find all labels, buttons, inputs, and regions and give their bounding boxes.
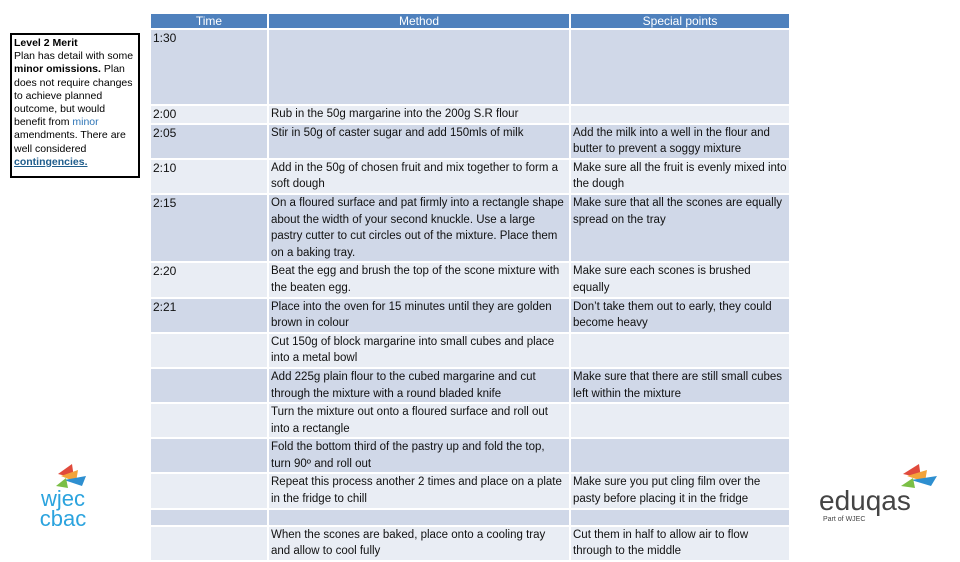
method-cell: Fold the bottom third of the pastry up and fold the top, turn 90º and roll out <box>269 439 569 472</box>
table-row <box>151 474 789 507</box>
note-minor: minor <box>72 116 99 129</box>
table-row <box>151 334 789 367</box>
note-title: Level 2 Merit <box>14 37 78 49</box>
time-cell: 2:10 <box>151 160 267 193</box>
table-row <box>151 30 789 104</box>
time-cell <box>151 527 267 560</box>
time-cell <box>151 334 267 367</box>
table-row <box>151 369 789 402</box>
time-cell: 2:21 <box>151 299 267 332</box>
table-row <box>151 299 789 332</box>
method-cell: Add 225g plain flour to the cubed margarine and cut through the mixture with a round bladed knife <box>269 369 569 402</box>
special-cell <box>571 404 789 437</box>
time-cell <box>151 510 267 525</box>
special-cell <box>571 439 789 472</box>
method-cell: Beat the egg and brush the top of the scone mixture with the beaten egg. <box>269 263 569 296</box>
special-cell <box>571 510 789 525</box>
header-method: Method <box>269 14 569 28</box>
table-body <box>151 30 789 560</box>
header-time: Time <box>151 14 267 28</box>
table-row <box>151 510 789 525</box>
note-contingencies: contingencies. <box>14 155 88 168</box>
method-cell <box>269 510 569 525</box>
time-plan-table <box>149 12 791 562</box>
table-row <box>151 263 789 296</box>
table-row <box>151 527 789 560</box>
wjec-wordmark: wjec <box>40 486 86 511</box>
eduqas-logo <box>815 462 945 524</box>
method-cell: Repeat this process another 2 times and place on a plate in the fridge to chill <box>269 474 569 507</box>
time-cell: 1:30 <box>151 30 267 104</box>
method-cell <box>269 30 569 104</box>
cbac-wordmark: cbac <box>39 506 87 530</box>
special-cell: Make sure that all the scones are equally spread on the tray <box>571 195 789 261</box>
method-cell: Turn the mixture out onto a floured surface and roll out into a rectangle <box>269 404 569 437</box>
special-cell <box>571 106 789 123</box>
wjec-cbac-logo <box>28 460 98 530</box>
special-cell: Don’t take them out to early, they could become heavy <box>571 299 789 332</box>
special-cell: Make sure each scones is brushed equally <box>571 263 789 296</box>
time-cell: 2:20 <box>151 263 267 296</box>
table-row <box>151 125 789 158</box>
special-cell: Make sure all the fruit is evenly mixed into the dough <box>571 160 789 193</box>
time-cell: 2:00 <box>151 106 267 123</box>
method-cell: Rub in the 50g margarine into the 200g S.R flour <box>269 106 569 123</box>
method-cell: When the scones are baked, place onto a cooling tray and allow to cool fully <box>269 527 569 560</box>
method-cell: Stir in 50g of caster sugar and add 150mls of milk <box>269 125 569 158</box>
time-cell <box>151 439 267 472</box>
table-row <box>151 106 789 123</box>
table-row <box>151 195 789 261</box>
special-cell: Make sure you put cling film over the pasty before placing it in the fridge <box>571 474 789 507</box>
time-cell: 2:05 <box>151 125 267 158</box>
assessment-note <box>10 33 140 178</box>
note-text-3: amendments. There are well considered <box>14 129 126 155</box>
special-cell <box>571 334 789 367</box>
note-text-1: Plan has detail with some <box>14 50 134 63</box>
special-cell: Add the milk into a well in the flour and butter to prevent a soggy mixture <box>571 125 789 158</box>
eduqas-tagline: Part of WJEC <box>823 516 866 523</box>
method-cell: Add in the 50g of chosen fruit and mix together to form a soft dough <box>269 160 569 193</box>
time-cell <box>151 404 267 437</box>
table-row <box>151 404 789 437</box>
method-cell: Place into the oven for 15 minutes until they are golden brown in colour <box>269 299 569 332</box>
eduqas-wordmark: eduqas <box>819 485 911 516</box>
book-icon <box>56 464 86 488</box>
header-special: Special points <box>571 14 789 28</box>
special-cell: Cut them in half to allow air to flow through to the middle <box>571 527 789 560</box>
table-row <box>151 160 789 193</box>
time-cell: 2:15 <box>151 195 267 261</box>
time-cell <box>151 369 267 402</box>
note-text-2: Plan does not require changes to achieve planned outcome, but would benefit from <box>14 63 133 129</box>
special-cell <box>571 30 789 104</box>
special-cell: Make sure that there are still small cubes left within the mixture <box>571 369 789 402</box>
method-cell: Cut 150g of block margarine into small cubes and place into a metal bowl <box>269 334 569 367</box>
table-row <box>151 439 789 472</box>
method-cell: On a floured surface and pat firmly into a rectangle shape about the width of your second knuckle. Use a large pastry cutter to cut circles out of the mixture. Place them on a baking tray. <box>269 195 569 261</box>
time-cell <box>151 474 267 507</box>
note-minor-omissions: minor omissions. <box>14 63 101 76</box>
